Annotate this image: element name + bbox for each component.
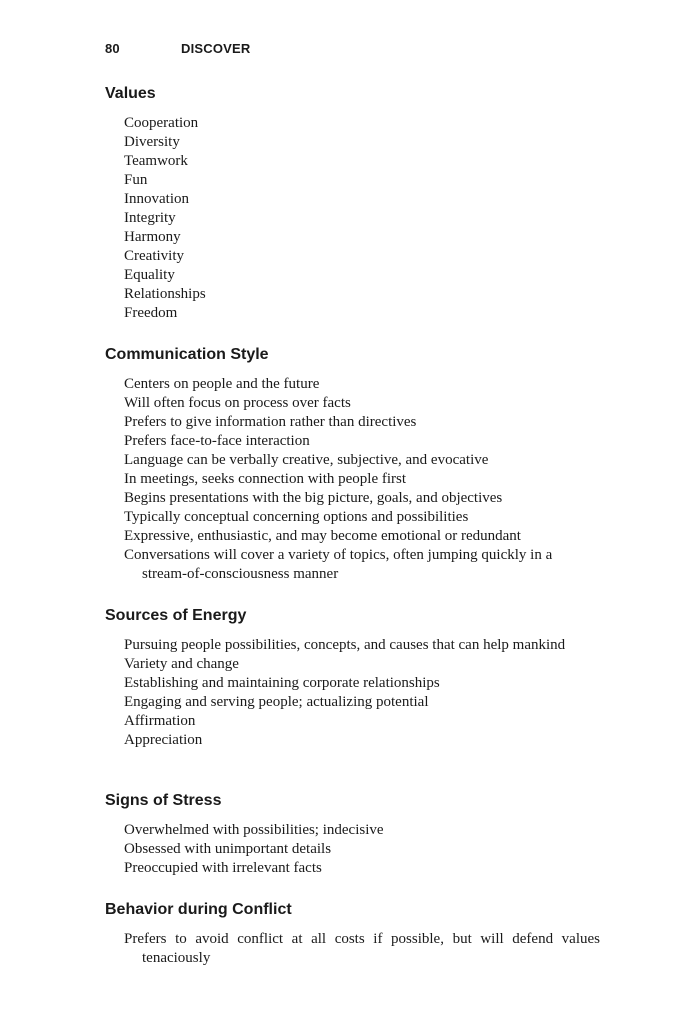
list-item: Affirmation (124, 713, 196, 729)
section-signs-of-stress (105, 791, 600, 878)
list-item: Cooperation (124, 115, 199, 131)
section-sources-of-energy (105, 606, 600, 750)
section-heading-behavior-during-conflict: Behavior during Conflict (105, 901, 292, 918)
list-item: Appreciation (124, 732, 203, 748)
section-behavior-during-conflict (105, 900, 600, 968)
list-item: Begins presentations with the big picture, goals, and objectives (124, 490, 503, 506)
section-values (105, 84, 600, 323)
section-heading-values: Values (105, 85, 156, 102)
behavior-during-conflict-list (105, 930, 600, 968)
section-heading-communication-style: Communication Style (105, 346, 269, 363)
list-item: Preoccupied with irrelevant facts (124, 860, 322, 876)
running-title: DISCOVER (181, 41, 251, 56)
sources-of-energy-list (105, 636, 600, 750)
list-item: Diversity (124, 134, 180, 150)
list-item: Creativity (124, 248, 184, 264)
list-item: Will often focus on process over facts (124, 395, 351, 411)
list-item: Integrity (124, 210, 176, 226)
list-item: Equality (124, 267, 175, 283)
values-list (105, 114, 600, 323)
list-item: Language can be verbally creative, subjective, and evocative (124, 452, 489, 468)
list-item: In meetings, seeks connection with people first (124, 471, 407, 487)
list-item: Variety and change (124, 656, 239, 672)
list-item: Conversations will cover a variety of topics, often jumping quickly in a stream-of-consciousness manner (124, 547, 553, 582)
list-item: Fun (124, 172, 148, 188)
section-communication-style (105, 345, 600, 584)
list-item: Prefers to avoid conflict at all costs if possible, but will defend values tenaciously (124, 931, 600, 966)
page-number: 80 (105, 41, 120, 56)
list-item: Obsessed with unimportant details (124, 841, 332, 857)
list-item: Centers on people and the future (124, 376, 320, 392)
list-item: Engaging and serving people; actualizing potential (124, 694, 429, 710)
list-item: Overwhelmed with possibilities; indecisive (124, 822, 384, 838)
list-item: Harmony (124, 229, 181, 245)
list-item: Teamwork (124, 153, 188, 169)
list-item: Expressive, enthusiastic, and may become emotional or redundant (124, 528, 521, 544)
list-item: Prefers to give information rather than directives (124, 414, 417, 430)
list-item: Freedom (124, 305, 178, 321)
list-item: Relationships (124, 286, 206, 302)
list-item: Prefers face-to-face interaction (124, 433, 310, 449)
list-item: Typically conceptual concerning options and possibilities (124, 509, 469, 525)
communication-style-list (105, 375, 600, 584)
section-heading-signs-of-stress: Signs of Stress (105, 792, 222, 809)
list-item: Pursuing people possibilities, concepts, and causes that can help mankind (124, 637, 566, 653)
signs-of-stress-list (105, 821, 600, 878)
section-heading-sources-of-energy: Sources of Energy (105, 607, 247, 624)
list-item: Innovation (124, 191, 189, 207)
list-item: Establishing and maintaining corporate relationships (124, 675, 440, 691)
